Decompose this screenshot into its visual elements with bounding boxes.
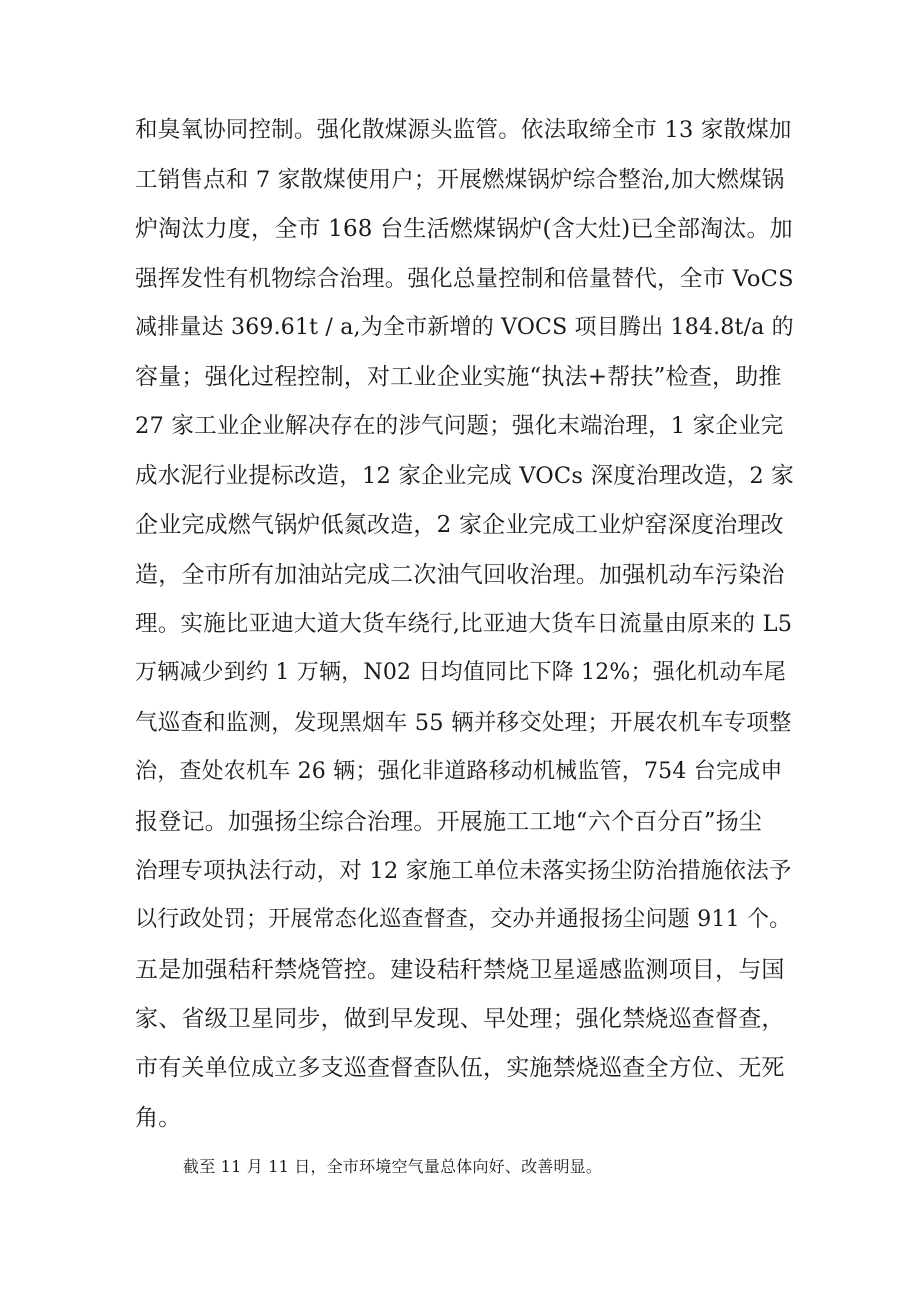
- text-line: 容量；强化过程控制，对工业企业实施“执法+帮扶”检查，助推: [135, 364, 782, 390]
- text-line: 以行政处罚；开展常态化巡查督查，交办并通报扬尘问题 911 个。: [135, 907, 792, 932]
- text-line: 角。: [135, 1105, 182, 1131]
- text-line: 报登记。加强扬尘综合治理。开展施工工地“六个百分百”扬尘: [135, 809, 763, 835]
- text-line: 市有关单位成立多支巡查督查队伍，实施禁烧巡查全方位、无死: [135, 1055, 785, 1081]
- text-line: 治，查处农机车 26 辆；强化非道路移动机械监管，754 台完成申: [135, 759, 783, 784]
- text-line: 企业完成燃气锅炉低氮改造，2 家企业完成工业炉窑深度治理改: [135, 512, 784, 538]
- text-line: 造，全市所有加油站完成二次油气回收治理。加强机动车污染治: [135, 562, 785, 588]
- text-line: 理。实施比亚迪大道大货车绕行,比亚迪大货车日流量由原来的 L5: [135, 611, 793, 637]
- text-line: 气巡查和监测，发现黑烟车 55 辆并移交处理；开展农机车专项整: [135, 710, 792, 736]
- text-line: 减排量达 369.61t / a,为全市新增的 VOCS 项目腾出 184.8t/a 的: [135, 315, 794, 340]
- text-line: 炉淘汰力度，全市 168 台生活燃煤锅炉(含大灶)已全部淘汰。加: [135, 216, 793, 242]
- text-line: 27 家工业企业解决存在的涉气问题；强化末端治理，1 家企业完: [135, 413, 784, 439]
- text-line: 成水泥行业提标改造，12 家企业完成 VOCs 深度治理改造，2 家: [135, 463, 794, 489]
- text-line: 万辆减少到约 1 万辆，N02 日均值同比下降 12%；强化机动车尾: [135, 660, 786, 685]
- text-line: 五是加强秸秆禁烧管控。建设秸秆禁烧卫星遥感监测项目，与国: [135, 957, 785, 983]
- text-line: 强挥发性有机物综合治理。强化总量控制和倍量替代，全市 VoCS: [135, 266, 794, 292]
- text-line: 工销售点和 7 家散煤使用户；开展燃煤锅炉综合整治,加大燃煤锅: [135, 167, 785, 193]
- text-line: 家、省级卫星同步，做到早发现、早处理；强化禁烧巡查督查，: [135, 1006, 785, 1032]
- text-line: 和臭氧协同控制。强化散煤源头监管。依法取缔全市 13 家散煤加: [135, 117, 792, 143]
- text-line: 治理专项执法行动，对 12 家施工单位未落实扬尘防治措施依法予: [135, 858, 792, 884]
- text-line-paragraph-start: 截至 11 月 11 日，全市环境空气量总体向好、改善明显。: [183, 1157, 603, 1176]
